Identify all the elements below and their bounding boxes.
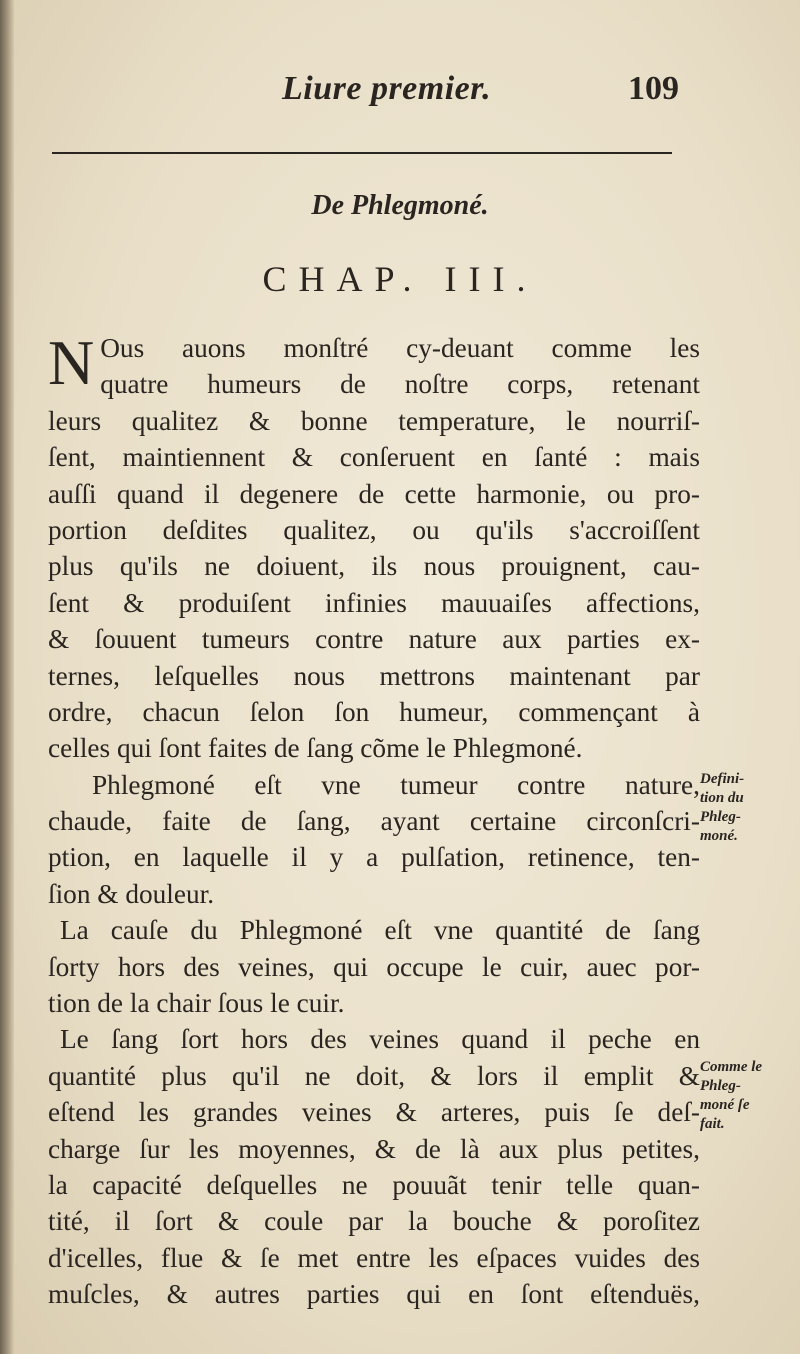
- text-line: quatre humeurs de noſtre corps, retenant: [100, 369, 700, 400]
- text-line: ption, en laquelle il y a pulſation, retinence, ten-: [48, 842, 700, 873]
- page-number: 109: [628, 70, 679, 107]
- text-line: plus qu'ils ne doiuent, ils nous prouignent, cau-: [48, 551, 700, 582]
- text-line: auſſi quand il degenere de cette harmonie, ou pro-: [48, 478, 700, 509]
- text-line: & ſouuent tumeurs contre nature aux parties ex-: [48, 624, 700, 655]
- paragraph-3: [48, 912, 700, 1021]
- page-header: [0, 70, 800, 120]
- text-line: muſcles, & autres parties qui en ſont eſtenduës,: [48, 1279, 700, 1310]
- chapter-heading: CHAP. III.: [262, 259, 538, 299]
- drop-cap: N: [48, 327, 95, 398]
- margin-note-line: moné.: [700, 828, 738, 844]
- text-line: charge ſur les moyennes, & de là aux plus petites,: [48, 1133, 700, 1164]
- paragraph-1: [48, 327, 700, 767]
- text-line: celles qui ſont faites de ſang cõme le Phlegmoné.: [48, 733, 583, 764]
- text-line: leurs qualitez & bonne temperature, le nourriſ-: [48, 405, 700, 436]
- margin-note-line: Phleg-: [700, 1078, 741, 1094]
- text-line: portion deſdites qualitez, ou qu'ils s'accroiſſent: [48, 514, 700, 545]
- text-line: Le ſang ſort hors des veines quand il peche en: [60, 1024, 700, 1055]
- text-line: quantité plus qu'il ne doit, & lors il emplit &: [48, 1060, 700, 1091]
- text-line: la capacité deſquelles ne pouuãt tenir telle quan-: [48, 1169, 700, 1200]
- section-title: De Phlegmoné.: [311, 190, 489, 221]
- running-head: Liure premier.: [282, 70, 492, 107]
- margin-note-line: Phleg-: [700, 809, 741, 825]
- text-line: ſorty hors des veines, qui occupe le cuir, auec por-: [48, 951, 700, 982]
- margin-note-line: moné ſe: [700, 1097, 750, 1113]
- header-rule: [52, 152, 672, 154]
- text-line: d'icelles, flue & ſe met entre les eſpaces vuides des: [48, 1242, 700, 1273]
- text-line: Ous auons monſtré cy-deuant comme les: [100, 333, 700, 363]
- text-line: La cauſe du Phlegmoné eſt vne quantité de ſang: [60, 915, 700, 946]
- margin-note-line: Comme le: [700, 1059, 763, 1075]
- margin-note-line: tion du: [700, 790, 744, 806]
- text-line: Phlegmoné eſt vne tumeur contre nature,: [92, 769, 700, 800]
- text-line: ſent, maintiennent & conſeruent en ſanté : mais: [48, 442, 700, 473]
- paragraph-4: [48, 1021, 700, 1312]
- margin-note-definition: [700, 770, 798, 846]
- text-line: tion de la chair ſous le cuir.: [48, 988, 345, 1019]
- body-text: [48, 327, 700, 1313]
- margin-note-line: Defini-: [700, 771, 745, 787]
- paragraph-2: [48, 767, 700, 913]
- text-line: ordre, chacun ſelon ſon humeur, commençant à: [48, 696, 700, 727]
- text-line: tité, il ſort & coule par la bouche & poroſitez: [48, 1206, 700, 1237]
- margin-note-line: fait.: [700, 1116, 725, 1132]
- text-line: ſent & produiſent infinies mauuaiſes affections,: [48, 587, 700, 618]
- text-line: chaude, faite de ſang, ayant certaine circonſcri-: [48, 806, 700, 837]
- text-line: eſtend les grandes veines & arteres, puis ſe deſ-: [48, 1097, 700, 1128]
- text-line: ſion & douleur.: [48, 878, 215, 909]
- text-line: ternes, leſquelles nous mettrons maintenant par: [48, 660, 700, 691]
- margin-note-formation: [700, 1058, 798, 1134]
